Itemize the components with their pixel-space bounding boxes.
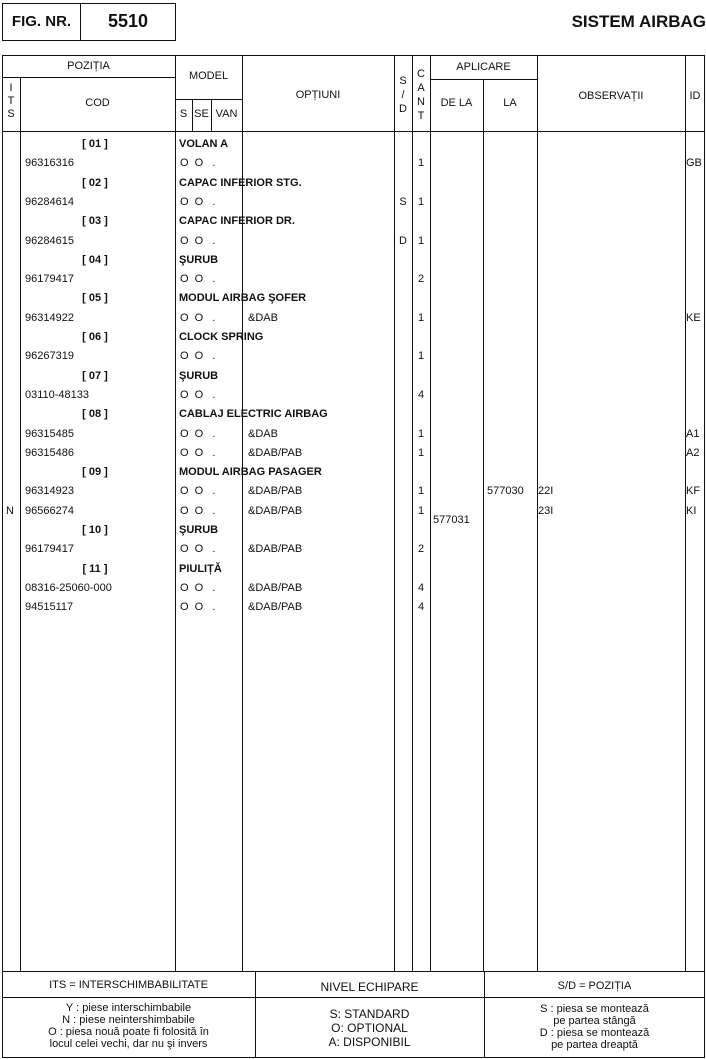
header-model-se: SE xyxy=(194,108,209,120)
row-desc: MODUL AIRBAG ŞOFER xyxy=(179,292,307,305)
row-opt: &DAB xyxy=(248,311,278,324)
header-pozitia: POZIȚIA xyxy=(67,60,110,72)
row-pos: [ 10 ] xyxy=(82,524,108,536)
row-id: A1 xyxy=(686,427,700,440)
row-pos: [ 02 ] xyxy=(82,176,108,189)
row-divider-model xyxy=(175,99,242,100)
legend-its: Y : piese interschimbabile N : piese neintershimbabile O : piesa nouă poate fi folosită în locul celei vechi, dar nu şi invers xyxy=(48,1002,209,1050)
row-cod: 96284615 xyxy=(25,234,74,247)
row-id: A2 xyxy=(686,446,700,459)
row-cant: 1 xyxy=(417,234,425,247)
row-cod: 96284614 xyxy=(25,195,74,208)
document-title: SISTEM AIRBAG xyxy=(571,12,706,31)
row-pos: [ 05 ] xyxy=(82,292,108,305)
header-bottom-line xyxy=(2,131,705,132)
row-opt: &DAB/PAB xyxy=(248,543,303,556)
row-pos: [ 04 ] xyxy=(82,253,108,266)
col-divider-its xyxy=(20,77,21,971)
row-marks: O O . xyxy=(180,485,216,498)
row-opt: &DAB/PAB xyxy=(248,504,303,517)
row-obs: 23I xyxy=(538,504,554,517)
row-pos: [ 06 ] xyxy=(82,331,108,343)
row-id: KI xyxy=(686,504,697,517)
row-opt: &DAB xyxy=(248,427,278,440)
row-pos: [ 01 ] xyxy=(82,138,108,150)
figure-number: 5510 xyxy=(107,11,149,31)
row-id: KE xyxy=(686,311,701,324)
legend-nivel: S: STANDARD O: OPTIONAL A: DISPONIBIL xyxy=(328,1007,411,1049)
col-divider-optiuni xyxy=(394,55,395,971)
row-cant: 1 xyxy=(417,311,425,324)
row-desc: CAPAC INFERIOR DR. xyxy=(179,215,295,228)
row-marks: O O . xyxy=(180,273,216,286)
row-cod: 96267319 xyxy=(25,350,74,363)
row-divider-pozitia xyxy=(2,77,175,78)
row-opt: &DAB/PAB xyxy=(248,601,303,614)
row-cod: 94515117 xyxy=(25,601,74,614)
row-cant: 2 xyxy=(417,273,425,286)
row-cant: 2 xyxy=(417,543,425,556)
legend-sd-title: S/D = POZIȚIA xyxy=(557,980,632,992)
figure-label: FIG. NR. xyxy=(3,4,81,40)
header-optiuni: OPȚIUNI xyxy=(295,89,341,101)
row-marks: O O . xyxy=(180,388,216,401)
header-its: I T S xyxy=(7,82,15,120)
row-cod: 96316316 xyxy=(25,157,74,170)
row-cant: 1 xyxy=(417,157,425,170)
row-marks: O O . xyxy=(180,350,216,363)
row-cant: 4 xyxy=(417,388,425,401)
row-desc: PIULIȚĂ xyxy=(179,562,222,575)
row-opt: &DAB/PAB xyxy=(248,581,303,594)
row-cant: 1 xyxy=(417,446,425,459)
row-marks: O O . xyxy=(180,446,216,459)
row-pos: [ 07 ] xyxy=(82,369,108,382)
header-model-s: S xyxy=(179,108,188,120)
footer-top-line xyxy=(2,971,705,972)
row-desc: CLOCK SPRING xyxy=(179,331,264,343)
row-marks: O O . xyxy=(180,195,216,208)
figure-number-box xyxy=(2,3,176,41)
header-la: LA xyxy=(503,97,517,109)
row-desc: CABLAJ ELECTRIC AIRBAG xyxy=(179,408,328,421)
row-pos: [ 08 ] xyxy=(82,408,108,421)
header-sd: S / D xyxy=(399,75,407,115)
row-cant: 1 xyxy=(417,427,425,440)
row-marks: O O . xyxy=(180,581,216,594)
row-de-la: 577031 xyxy=(433,513,470,526)
row-cant: 1 xyxy=(417,504,425,517)
row-pos: [ 09 ] xyxy=(82,466,108,479)
row-opt: &DAB/PAB xyxy=(248,485,303,498)
legend-nivel-title: NIVEL ECHIPARE xyxy=(320,980,419,994)
row-cod: 96314923 xyxy=(25,485,74,498)
row-desc: ŞURUB xyxy=(179,524,219,536)
row-sd: S xyxy=(399,195,407,208)
row-cant: 4 xyxy=(417,601,425,614)
row-marks: O O . xyxy=(180,234,216,247)
row-its: N xyxy=(6,504,14,517)
row-cod: 03110-48133 xyxy=(25,388,90,401)
footer-title-line xyxy=(2,997,705,998)
header-aplicare: APLICARE xyxy=(456,61,511,73)
row-la: 577030 xyxy=(487,485,524,498)
row-pos: [ 11 ] xyxy=(82,562,108,575)
col-divider-cant xyxy=(430,55,431,971)
row-cod: 96566274 xyxy=(25,504,74,517)
row-cod: 96314922 xyxy=(25,311,74,324)
row-marks: O O . xyxy=(180,543,216,556)
row-id: GB xyxy=(686,157,702,170)
header-de-la: DE LA xyxy=(440,97,473,109)
row-cod: 96315485 xyxy=(25,427,74,440)
row-obs: 22I xyxy=(538,485,554,498)
col-divider-dela xyxy=(483,79,484,971)
row-id: KF xyxy=(686,485,701,498)
row-marks: O O . xyxy=(180,427,216,440)
header-observatii: OBSERVAȚII xyxy=(578,90,644,102)
row-desc: CAPAC INFERIOR STG. xyxy=(179,176,302,189)
row-desc: ŞURUB xyxy=(179,253,219,266)
header-id: ID xyxy=(689,90,701,102)
row-pos: [ 03 ] xyxy=(82,215,108,228)
col-divider-cod xyxy=(175,55,176,971)
row-cod: 96179417 xyxy=(25,273,74,286)
row-divider-aplicare xyxy=(430,79,537,80)
row-opt: &DAB/PAB xyxy=(248,446,303,459)
row-marks: O O . xyxy=(180,157,216,170)
col-divider-model xyxy=(242,55,243,971)
row-marks: O O . xyxy=(180,601,216,614)
header-cod: COD xyxy=(85,97,110,109)
legend-its-title: ITS = INTERSCHIMBABILITATE xyxy=(49,979,208,991)
row-cant: 1 xyxy=(417,195,425,208)
header-model: MODEL xyxy=(188,70,229,82)
row-sd: D xyxy=(399,234,407,247)
header-cant: C A N T xyxy=(417,68,425,122)
row-cant: 1 xyxy=(417,350,425,363)
row-desc: VOLAN A xyxy=(179,138,229,150)
row-marks: O O . xyxy=(180,504,216,517)
row-cod: 08316-25060-000 xyxy=(25,581,112,594)
col-divider-sd xyxy=(412,55,413,971)
row-desc: ŞURUB xyxy=(179,369,219,382)
row-cod: 96179417 xyxy=(25,543,74,556)
row-cod: 96315486 xyxy=(25,446,74,459)
row-cant: 1 xyxy=(417,485,425,498)
row-cant: 4 xyxy=(417,581,425,594)
row-marks: O O . xyxy=(180,311,216,324)
legend-sd: S : piesa se montează pe partea stângă D : piesa se montează pe partea dreaptă xyxy=(539,1003,650,1051)
row-desc: MODUL AIRBAG PASAGER xyxy=(179,466,322,479)
header-model-van: VAN xyxy=(215,108,238,120)
